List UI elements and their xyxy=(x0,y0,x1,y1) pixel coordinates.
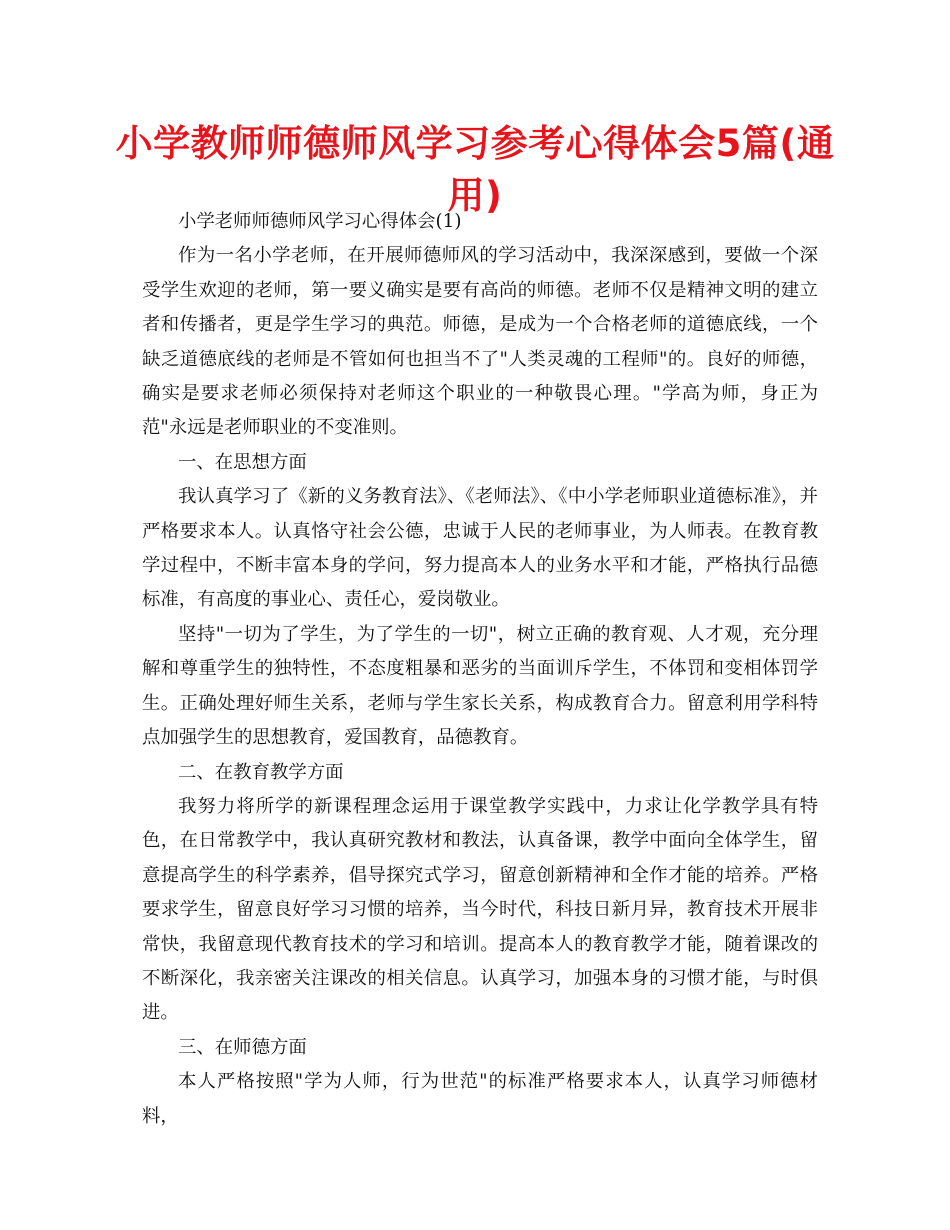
section-heading: 二、在教育教学方面 xyxy=(178,761,344,783)
section-heading: 一、在思想方面 xyxy=(178,451,307,473)
body-paragraph: 本人严格按照"学为人师，行为世范"的标准严格要求本人，认真学习师德材料， xyxy=(142,1071,818,1127)
section-heading: 小学老师师德师风学习心得体会(1) xyxy=(178,211,462,232)
document-title: 小学教师师德师风学习参考心得体会5篇(通用) xyxy=(115,122,835,217)
body-paragraph: 坚持"一切为了学生，为了学生的一切"，树立正确的教育观、人才观，充分理解和尊重学生的独特性，不态度粗暴和恶劣的当面训斥学生，不体罚和变相体罚学生。正确处理好师生关系，老师与学生家长关系，构成教育合力。留意利用学科特点加强学生的思想教育，爱国教育，品德教育。 xyxy=(142,623,818,749)
document-body xyxy=(142,205,818,1134)
section-heading: 三、在师德方面 xyxy=(178,1036,307,1058)
body-paragraph: 作为一名小学老师，在开展师德师风的学习活动中，我深深感到，要做一个深受学生欢迎的老师，第一要义确实是要有高尚的师德。老师不仅是精神文明的建立者和传播者，更是学生学习的典范。师德，是成为一个合格老师的道德底线，一个缺乏道德底线的老师是不管如何也担当不了"人类灵魂的工程师"的。良好的师德，确实是要求老师必须保持对老师这个职业的一种敬畏心理。"学高为师，身正为范"永远是老师职业的不变准则。 xyxy=(142,245,818,439)
body-paragraph: 我努力将所学的新课程理念运用于课堂教学实践中，力求让化学教学具有特色，在日常教学中，我认真研究教材和教法，认真备课，教学中面向全体学生，留意提高学生的科学素养，倡导探究式学习，留意创新精神和全作才能的培养。严格要求学生，留意良好学习习惯的培养，当今时代，科技日新月异，教育技术开展非常快，我留意现代教育技术的学习和培训。提高本人的教育教学才能，随着课改的不断深化，我亲密关注课改的相关信息。认真学习，加强本身的习惯才能，与时俱进。 xyxy=(142,795,818,1024)
body-paragraph: 我认真学习了《新的义务教育法》、《老师法》、《中小学老师职业道德标准》，并严格要求本人。认真恪守社会公德，忠诚于人民的老师事业，为人师表。在教育教学过程中，不断丰富本身的学问，努力提高本人的业务水平和才能，严格执行品德标准，有高度的事业心、责任心，爱岗敬业。 xyxy=(142,486,818,611)
